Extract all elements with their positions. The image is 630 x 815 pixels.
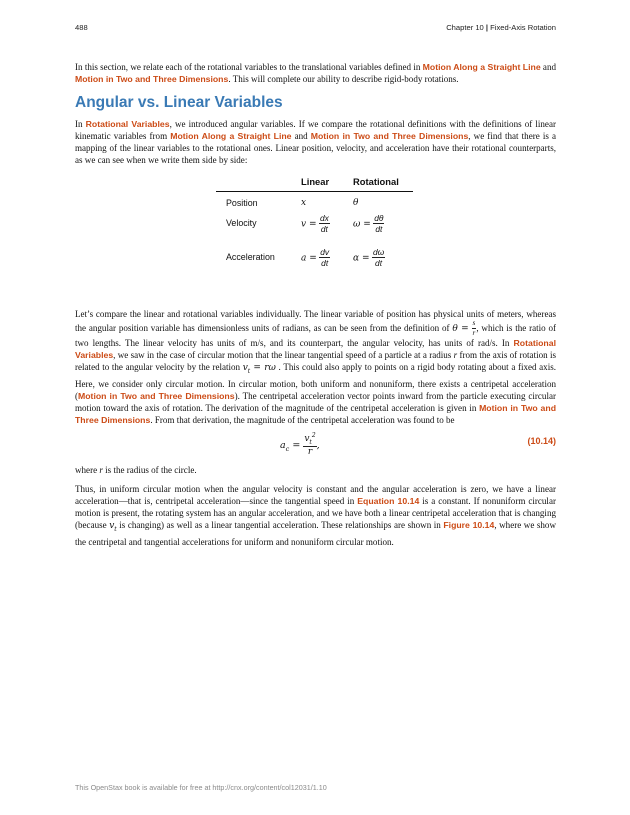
variable-r: r (453, 350, 458, 361)
tangential-speed-symbol (109, 521, 117, 531)
text-run: In (75, 119, 86, 130)
variables-table (216, 174, 413, 282)
text-run: , we introduced angular variables. If we compare the rotational definitions with the definitions of linear kinematic variables from (75, 119, 556, 142)
text-run: is changing) as well as a linear tangential acceleration. These relationships are shown in (116, 519, 444, 530)
denominator: dt (320, 223, 328, 234)
linear-acceleration-formula (301, 248, 353, 282)
table-row-acceleration (216, 248, 413, 282)
denominator: r (472, 328, 476, 337)
text-run: Thus, in uniform circular motion when the angular velocity is constant and the angular acceleration is zero, we have a linear acceleration—that is, centripetal acceleration—since the tangential speed in (75, 483, 556, 506)
link-rotational-variables[interactable]: Rotational Variables (85, 119, 170, 130)
table-row-position (216, 191, 413, 214)
linear-position-symbol: x (301, 197, 307, 208)
centripetal-acceleration-equation (280, 433, 320, 458)
running-header: Chapter 10 | Fixed-Axis Rotation (446, 23, 556, 32)
text-run: and (540, 62, 556, 72)
link-motion-two-three-dimensions[interactable]: Motion in Two and Three Dimensions (75, 403, 556, 426)
row-label: Acceleration (226, 251, 275, 262)
numerator: dθ (374, 212, 384, 223)
denominator: dt (321, 257, 329, 268)
chapter-title: Fixed-Axis Rotation (490, 23, 556, 32)
subscript: t (247, 368, 251, 376)
link-motion-straight-line[interactable]: Motion Along a Straight Line (170, 131, 292, 142)
main-content (75, 61, 556, 548)
equals-sign: = (289, 439, 304, 451)
paragraph-radius-note (75, 464, 556, 476)
table-header-linear: Linear (301, 174, 353, 192)
numerator-var: v (304, 433, 310, 444)
formula-lhs: α = (353, 252, 370, 263)
text-run: , we saw in the case of circular motion that the linear tangential speed of a particle at a radius (113, 350, 454, 361)
relation-rhs: = rω (250, 363, 276, 374)
numerator-superscript: 2 (311, 431, 316, 439)
table-row-velocity (216, 214, 413, 248)
intro-paragraph (75, 61, 556, 85)
spacer (75, 476, 556, 483)
text-run: is a constant. If nonuniform circular motion is present, the rotating system has an angular acceleration, and we have both a linear centripetal acceleration that is changing (because (75, 495, 556, 530)
spacer (75, 282, 556, 308)
fraction (303, 433, 316, 458)
text-run: . From that derivation, the magnitude of the centripetal acceleration was found to be (150, 415, 455, 426)
section-title: Angular vs. Linear Variables (75, 94, 283, 112)
angular-velocity-formula (353, 214, 413, 248)
link-figure-10-14[interactable]: Figure 10.14 (443, 519, 495, 530)
text-run: is the radius of the circle. (102, 464, 197, 475)
theta-definition-lhs: θ = (452, 323, 469, 334)
paragraph-uniform-motion (75, 483, 556, 548)
linear-velocity-formula (301, 214, 353, 248)
angular-acceleration-formula (353, 248, 413, 282)
text-run: ). The centripetal acceleration vector points inward from the particle executing circular motion toward the axis of rotation. The derivation of the magnitude of the centripetal acceleration is given in (75, 391, 556, 414)
link-motion-two-three-dimensions[interactable]: Motion in Two and Three Dimensions (310, 131, 469, 142)
chapter-label: Chapter 10 (446, 23, 484, 32)
link-equation-10-14[interactable]: Equation 10.14 (357, 495, 420, 506)
text-run: Let’s compare the linear and rotational variables individually. The linear variable of position has physical units of meters, whereas the angular position variable has dimensionless units of radians, as can be seen from the definition of (75, 308, 556, 333)
text-run: and (291, 131, 311, 142)
numerator: s (472, 320, 477, 329)
fraction (319, 214, 330, 234)
link-motion-two-three-dimensions[interactable]: Motion in Two and Three Dimensions (75, 74, 229, 85)
row-label: Position (226, 197, 258, 208)
numerator: dω (372, 246, 385, 257)
link-motion-two-three-dimensions[interactable]: Motion in Two and Three Dimensions (78, 391, 235, 402)
text-run: where (75, 464, 100, 475)
page-footer: This OpenStax book is available for free at http://cnx.org/content/col12031/1.10 (75, 783, 327, 792)
text-run: from the axis of rotation is related to the angular velocity by the relation (75, 350, 556, 373)
numerator: dv (320, 246, 330, 257)
page-number: 488 (75, 23, 88, 32)
variable-r: r (99, 464, 103, 475)
denominator: dt (375, 257, 383, 268)
text-run: . This will complete our ability to describe rigid-body rotations. (228, 74, 459, 85)
text-run: , we find that there is a mapping of the linear variables to the rotational ones. Linear position, velocity, and acceleration have their rotational counterparts, as we can see when we write them side by side: (75, 131, 556, 166)
fraction (373, 214, 384, 234)
table-header-blank (216, 174, 301, 192)
fraction (319, 248, 330, 268)
table-header-row (216, 174, 413, 192)
lhs-subscript: c (285, 444, 290, 453)
subscript: t (114, 525, 117, 533)
link-rotational-variables[interactable]: Rotational Variables (75, 338, 556, 361)
variable-v: v (242, 363, 248, 374)
lhs: a (280, 439, 286, 451)
fraction (372, 248, 385, 268)
text-run: , which is the ratio of two lengths. The linear velocity has units of m/s, and its counterpart, the angular velocity, has units of rad/s. In (75, 322, 557, 349)
table-header-rotational: Rotational (353, 174, 413, 192)
link-motion-straight-line[interactable]: Motion Along a Straight Line (422, 62, 541, 72)
equation-block (75, 432, 556, 460)
formula-lhs: a = (301, 252, 317, 263)
formula-lhs: ω = (353, 218, 371, 229)
text-run: In this section, we relate each of the rotational variables to the translational variables defined in (75, 62, 423, 72)
text-run: , where we show the centripetal and tangential accelerations for uniform and nonuniform circular motion. (75, 519, 556, 547)
numerator-subscript: t (309, 438, 312, 446)
tangential-speed-relation (242, 363, 276, 376)
row-label: Velocity (226, 217, 257, 228)
numerator: dx (319, 212, 329, 223)
denominator: r (307, 447, 313, 458)
paragraph-comparison (75, 308, 556, 427)
variable-v: v (109, 520, 115, 531)
denominator: dt (375, 223, 383, 234)
formula-lhs: v = (301, 218, 317, 229)
text-run: . This could also apply to points on a rigid body rotating about a fixed axis. Here, we consider only circular motion. In circular motion, both uniform and nonuniform, there exists a centripetal acceleration ( (75, 362, 557, 402)
angular-position-symbol: θ (353, 197, 359, 208)
comma: , (316, 439, 320, 451)
paragraph-angular-variables (75, 118, 556, 166)
equation-number[interactable]: (10.14) (527, 435, 556, 446)
numerator (303, 433, 316, 448)
